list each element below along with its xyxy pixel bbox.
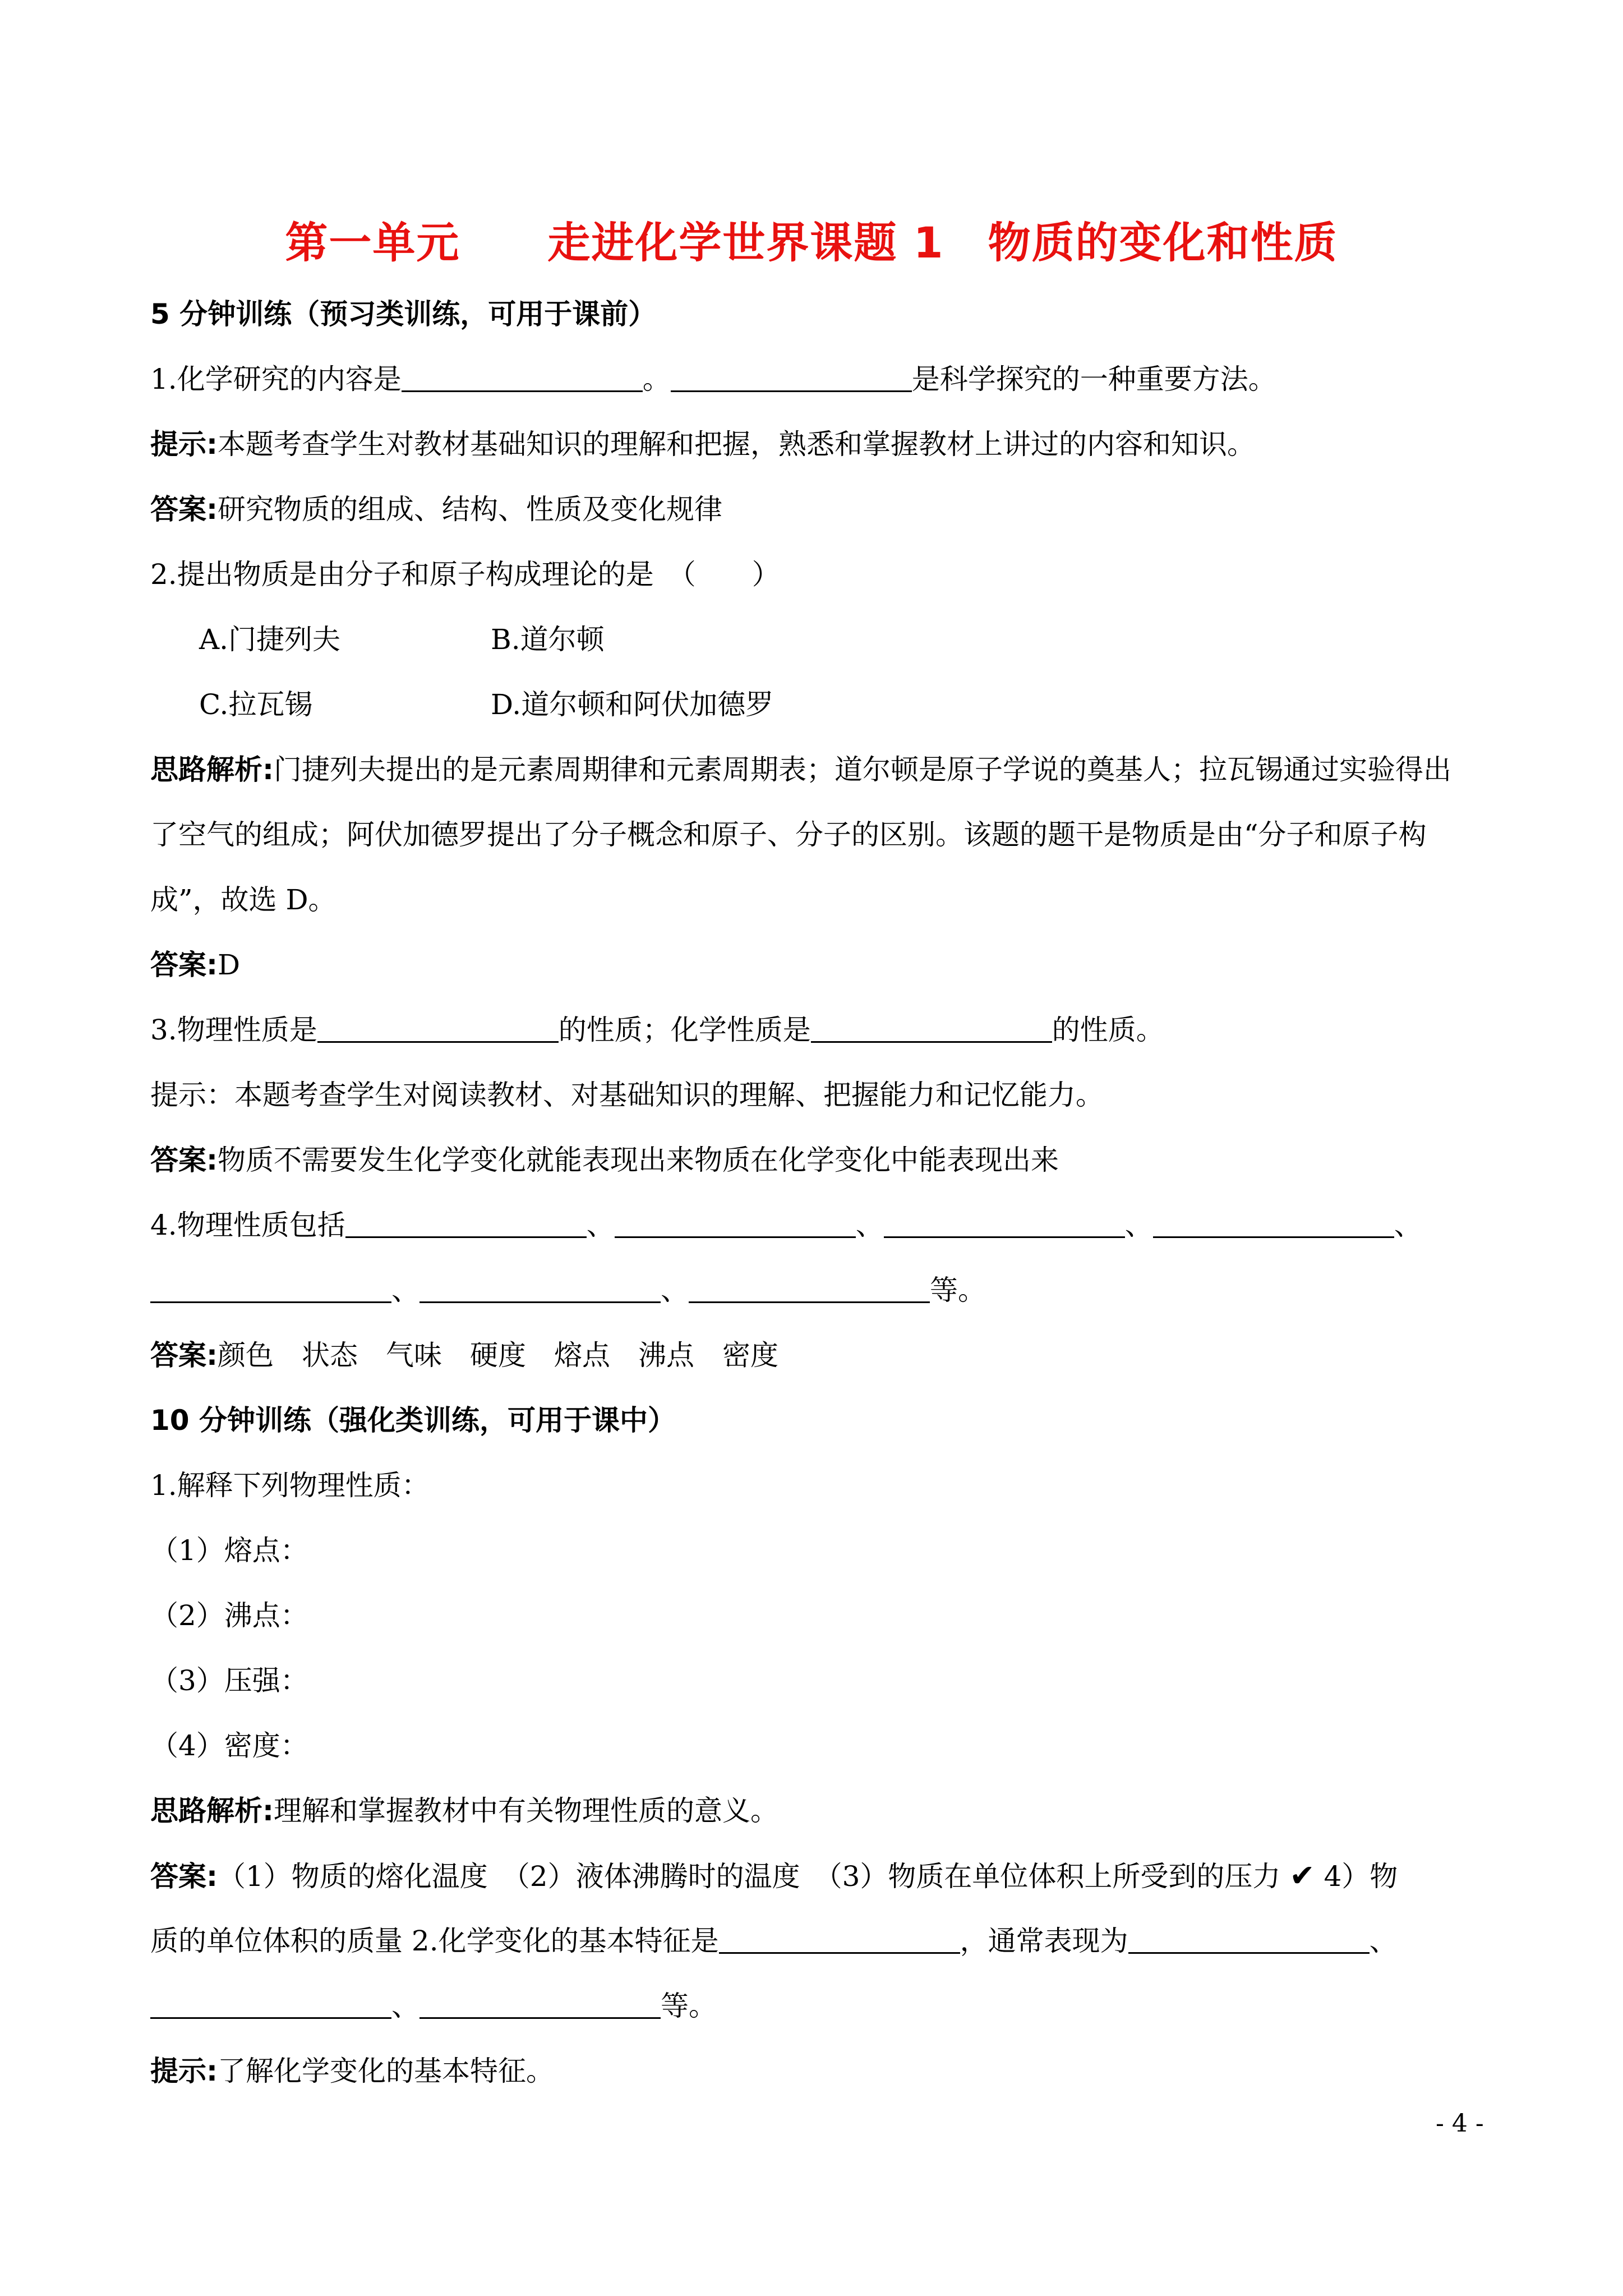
separator: 、: [391, 1990, 419, 2022]
hint-text: 本题考查学生对阅读教材、对基础知识的理解、把握能力和记忆能力。: [234, 1079, 1104, 1111]
answer-blank: [402, 370, 643, 392]
answer-label: 答案:: [150, 1860, 218, 1893]
answer-text-line-1-tail: 4）物: [1324, 1860, 1398, 1893]
option-a: A.门捷列夫: [199, 623, 341, 656]
answer-blank: [615, 1216, 856, 1238]
answer-text: 物质不需要发生化学变化就能表现出来物质在化学变化中能表现出来: [218, 1144, 1059, 1176]
question-1-answer: [150, 477, 1492, 542]
practice-1-answer: [150, 1843, 1492, 1908]
question-2-answer: [150, 932, 1492, 997]
answer-blank: [884, 1216, 1125, 1238]
question-4-continued: [150, 1258, 1492, 1323]
question-1-hint: [150, 412, 1492, 477]
practice-1-item-3: （3）压强：: [150, 1664, 308, 1697]
analysis-text: 理解和掌握教材中有关物理性质的意义。: [274, 1795, 778, 1827]
question-4-answer: [150, 1323, 1492, 1388]
separator: 、: [1124, 1209, 1153, 1241]
answer-blank: [671, 370, 912, 392]
answer-label: 答案:: [150, 1339, 218, 1372]
answer-line-3-suffix: 等。: [661, 1990, 717, 2022]
question-2-options-row-2: [199, 672, 1541, 737]
answer-label: 答案:: [150, 949, 218, 981]
question-1: [150, 347, 1492, 412]
section-heading-10min: 10 分钟训练（强化类训练，可用于课中）: [150, 1404, 676, 1437]
analysis-label: 思路解析:: [150, 753, 274, 786]
hint-text: 了解化学变化的基本特征。: [218, 2055, 554, 2087]
question-1-mid: 。: [642, 363, 671, 395]
question-4: [150, 1193, 1492, 1258]
question-3-prefix: 3.物理性质是: [150, 1014, 317, 1046]
check-mark-icon: ✔: [1289, 1858, 1315, 1893]
answer-blank: [150, 1997, 391, 2019]
answer-blank: [719, 1932, 960, 1954]
separator: 、: [586, 1209, 615, 1241]
answer-line-2-prefix: 质的单位体积的质量 2.化学变化的基本特征是: [150, 1925, 719, 1957]
practice-1-item-1: （1）熔点：: [150, 1534, 308, 1567]
question-4-suffix: 等。: [930, 1274, 986, 1306]
answer-text: D: [218, 949, 241, 981]
section-heading-5min: 5 分钟训练（预习类训练，可用于课前）: [150, 298, 657, 330]
answer-blank: [150, 1281, 391, 1303]
separator: 、: [1394, 1209, 1422, 1241]
option-c: C.拉瓦锡: [199, 688, 313, 721]
question-3-mid: 的性质；化学性质是: [558, 1014, 811, 1046]
hint-label: 提示:: [150, 2055, 218, 2087]
question-3-suffix: 的性质。: [1052, 1014, 1164, 1046]
answer-text-line-1: （1）物质的熔化温度 （2）液体沸腾时的温度 （3）物质在单位体积上所受到的压力: [218, 1860, 1281, 1893]
analysis-text-line-1: 门捷列夫提出的是元素周期律和元素周期表；道尔顿是原子学说的奠基人；拉瓦锡通过实验得出: [274, 753, 1451, 786]
analysis-label: 思路解析:: [150, 1795, 274, 1827]
hint-label: 提示:: [150, 428, 218, 461]
answer-label: 答案:: [150, 1144, 218, 1176]
answer-line-2-mid: ，通常表现为: [960, 1925, 1128, 1957]
question-3-answer: [150, 1128, 1492, 1193]
separator: 、: [661, 1274, 689, 1306]
practice-1: 1.解释下列物理性质：: [150, 1469, 430, 1502]
separator: 、: [391, 1274, 419, 1306]
question-3-hint: [150, 1062, 1492, 1128]
practice-1-item-4: （4）密度：: [150, 1729, 308, 1762]
hint-text: 本题考查学生对教材基础知识的理解和把握，熟悉和掌握教材上讲过的内容和知识。: [218, 428, 1255, 461]
question-3: [150, 997, 1492, 1062]
answer-blank: [811, 1021, 1052, 1043]
answer-blank: [1153, 1216, 1394, 1238]
question-1-prefix: 1.化学研究的内容是: [150, 363, 402, 395]
practice-2-hint: [150, 2039, 1492, 2104]
answer-blank: [1128, 1932, 1370, 1954]
practice-1-answer-line-2: [150, 1908, 1492, 1973]
answer-line-2-suffix: 、: [1369, 1925, 1398, 1957]
hint-label: 提示：: [150, 1079, 234, 1111]
answer-blank: [419, 1281, 661, 1303]
analysis-text-line-3: 成”，故选 D。: [150, 884, 336, 916]
answer-blank: [317, 1021, 559, 1043]
answer-blank: [689, 1281, 930, 1303]
answer-blank: [345, 1216, 587, 1238]
question-2-analysis: [150, 737, 1492, 802]
practice-1-analysis: [150, 1778, 1492, 1843]
question-2-options-row-1: [199, 607, 1541, 672]
practice-1-item-2: （2）沸点：: [150, 1599, 308, 1632]
question-1-suffix: 是科学探究的一种重要方法。: [911, 363, 1276, 395]
option-d: D.道尔顿和阿伏加德罗: [491, 688, 774, 721]
question-4-prefix: 4.物理性质包括: [150, 1209, 345, 1241]
page-number: - 4 -: [1436, 2109, 1484, 2138]
answer-text: 颜色 状态 气味 硬度 熔点 沸点 密度: [218, 1339, 778, 1372]
analysis-text-line-2: 了空气的组成；阿伏加德罗提出了分子概念和原子、分子的区别。该题的题干是物质是由“分子和原子构: [150, 818, 1427, 851]
page-title: 第一单元 走进化学世界课题 1 物质的变化和性质: [285, 218, 1338, 268]
separator: 、: [855, 1209, 884, 1241]
answer-label: 答案:: [150, 493, 218, 526]
question-2: 2.提出物质是由分子和原子构成理论的是 （ ）: [150, 558, 780, 591]
answer-text: 研究物质的组成、结构、性质及变化规律: [218, 493, 722, 526]
option-b: B.道尔顿: [491, 623, 605, 656]
answer-blank: [419, 1997, 661, 2019]
practice-1-answer-line-3: [150, 1973, 1492, 2039]
